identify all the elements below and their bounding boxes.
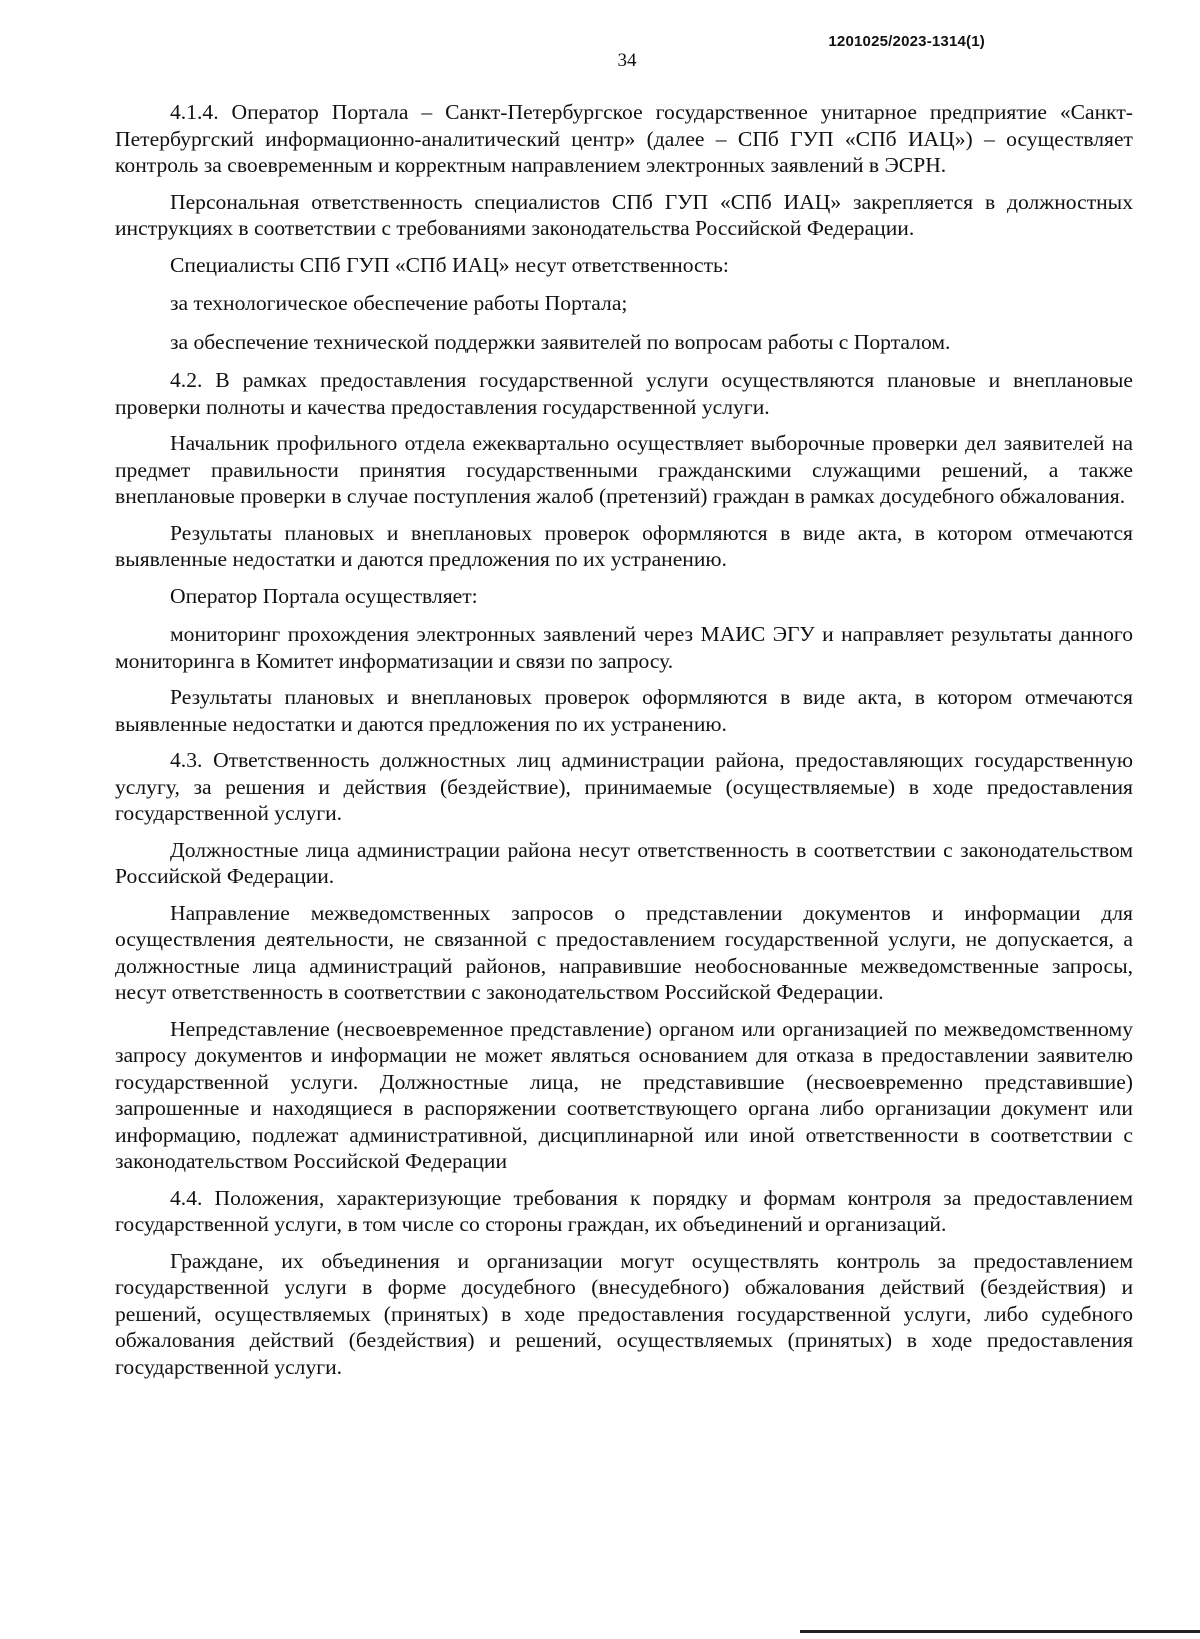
paragraph-4-2: 4.2. В рамках предоставления государственной услуги осуществляются плановые и внеплановые проверки полноты и качества предоставления государственной услуги. xyxy=(115,368,1133,419)
paragraph-tech-support-applicants: за обеспечение технической поддержки заявителей по вопросам работы с Порталом. xyxy=(170,329,951,354)
paragraph-interagency-requests: Направление межведомственных запросов о представлении документов и информации для осуществления деятельности, не связанной с предоставлением государственной услуги, не допускается, а должностные лица администраций районов, направившие необоснованные межведомственные запросы, несут ответственность в соответствии с законодательством Российской Федерации. xyxy=(115,900,1133,1004)
paragraph-4-1-4: 4.1.4. Оператор Портала – Санкт-Петербургское государственное унитарное предприятие «Санкт-Петербургский информационно-аналитический центр» (далее – СПб ГУП «СПб ИАЦ») – осуществляет контроль за своевременным и корректным направлением электронных заявлений в ЭСРН. xyxy=(115,100,1133,177)
paragraph-monitoring: мониторинг прохождения электронных заявлений через МАИС ЭГУ и направляет результаты данного мониторинга в Комитет информатизации и связи по запросу. xyxy=(115,622,1133,673)
paragraph-4-4: 4.4. Положения, характеризующие требования к порядку и формам контроля за предоставлением государственной услуги, в том числе со стороны граждан, их объединений и организаций. xyxy=(115,1185,1133,1236)
paragraph-check-results-1: Результаты плановых и внеплановых проверок оформляются в виде акта, в котором отмечаются выявленные недостатки и даются предложения по их устранению. xyxy=(115,520,1133,571)
paragraph-check-results-2: Результаты плановых и внеплановых проверок оформляются в виде акта, в котором отмечаются выявленные недостатки и даются предложения по их устранению. xyxy=(115,685,1133,736)
paragraph-tech-support-portal: за технологическое обеспечение работы Портала; xyxy=(170,291,628,315)
paragraph-department-head-checks: Начальник профильного отдела ежеквартально осуществляет выборочные проверки дел заявителей на предмет правильности принятия государственными гражданскими служащими решений, а также внеплановые проверки в случае поступления жалоб (претензий) граждан в рамках досудебного обжалования. xyxy=(115,431,1133,508)
bottom-edge-line xyxy=(800,1630,1200,1633)
paragraph-officials-liability: Должностные лица администрации района несут ответственность в соответствии с законодательством Российской Федерации. xyxy=(115,837,1133,888)
document-body xyxy=(115,99,1133,1390)
paragraph-citizens-control: Граждане, их объединения и организации могут осуществлять контроль за предоставлением государственной услуги в форме досудебного (внесудебного) обжалования действий (бездействия) и решений, осуществляемых (принятых) в ходе предоставления государственной услуги, либо судебного обжалования действий (бездействия) и решений, осуществляемых (принятых) в ходе предоставления государственной услуги. xyxy=(115,1248,1133,1379)
paragraph-portal-operator: Оператор Портала осуществляет: xyxy=(170,583,478,608)
page-number: 34 xyxy=(617,50,637,71)
paragraph-personal-responsibility: Персональная ответственность специалистов СПб ГУП «СПб ИАЦ» закрепляется в должностных инструкциях в соответствии с требованиями законодательства Российской Федерации. xyxy=(115,189,1133,240)
paragraph-4-3: 4.3. Ответственность должностных лиц администрации района, предоставляющих государственную услугу, за решения и действия (бездействие), принимаемые (осуществляемые) в ходе предоставления государственной услуги. xyxy=(115,748,1133,825)
paragraph-non-submission: Непредставление (несвоевременное представление) органом или организацией по межведомственному запросу документов и информации не может являться основанием для отказа в предоставлении заявителю государственной услуги. Должностные лица, не представившие (несвоевременно представившие) запрошенные и находящиеся в распоряжении соответствующего органа либо организации документ или информацию, подлежат административной, дисциплинарной или иной ответственности в соответствии с законодательством Российской Федерации xyxy=(115,1016,1133,1173)
document-code: 1201025/2023-1314(1) xyxy=(828,33,985,50)
paragraph-specialists-responsible: Специалисты СПб ГУП «СПб ИАЦ» несут ответственность: xyxy=(170,252,729,277)
